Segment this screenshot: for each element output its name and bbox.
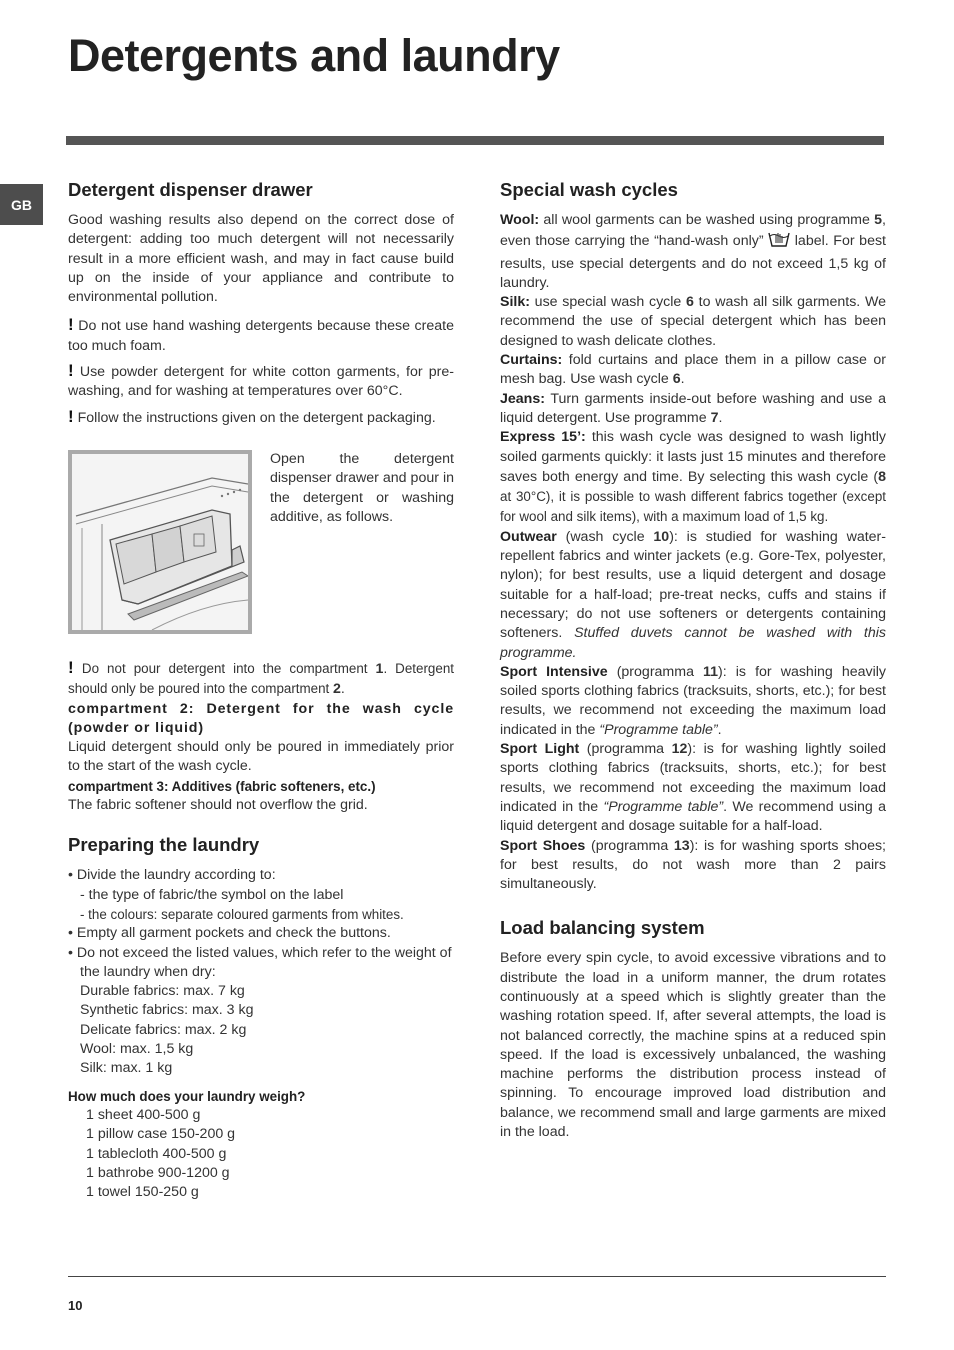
list-item: • Divide the laundry according to: xyxy=(68,867,276,884)
compartment3-heading: compartment 3: Additives (fabric softeners, etc.) xyxy=(68,778,376,794)
outwear-paragraph: Outwear (wash cycle 10): is studied for washing water-repellent fabrics and winter jackets (e.g. Gore-Tex, polyester, nylon); for best results, use a liquid detergent and dosage suitable for a half-load; pre-treat necks, cuffs and stains if necessary; do not use softeners or detergents containing softeners. Stuffed duvets cannot be washed with this programme. xyxy=(500,528,886,661)
weight-limit: Synthetic fabrics: max. 3 kg xyxy=(80,1002,254,1019)
list-subitem: - the type of fabric/the symbol on the label xyxy=(80,886,344,903)
weights-list xyxy=(68,1106,454,1202)
warning-icon: ! xyxy=(68,361,74,381)
dispenser-figure-row xyxy=(68,450,454,634)
compartment3-text: The fabric softener should not overflow the grid. xyxy=(68,797,368,814)
warning-1: ! Do not use hand washing detergents because these create too much foam. xyxy=(68,315,454,354)
sport-light-paragraph: Sport Light (programma 12): is for washing lightly soiled sports clothing fabrics (tracksuits, shorts, etc.); for best results, we recommend not exceeding the maximum load indicated in the “Programme table”. We recommend using a liquid detergent and dosage suitable for a half-load. xyxy=(500,741,886,835)
right-column xyxy=(500,178,886,1142)
compartment-warning: ! Do not pour detergent into the compartment 1. Detergent should only be poured into the compartment 2. xyxy=(68,657,454,698)
express-paragraph: Express 15’: this wash cycle was designed to wash lightly soiled garments quickly: it lasts just 15 minutes and therefore saves both energy and time. By selecting this wash cycle (8 at 30°C), it is possible to wash different fabrics together (except for wool and silk items), with a maximum load of 1,5 kg. xyxy=(500,429,886,525)
weight-item: 1 sheet 400-500 g xyxy=(86,1106,201,1123)
hand-wash-icon xyxy=(768,230,790,254)
compartment2-text: Liquid detergent should only be poured in immediately prior to the start of the wash cycle. xyxy=(68,739,454,775)
weight-limit: Silk: max. 1 kg xyxy=(80,1060,173,1077)
warning-2: ! Use powder detergent for white cotton garments, for pre-washing, and for washing at temperatures over 60°C. xyxy=(68,361,454,400)
weigh-heading: How much does your laundry weigh? xyxy=(68,1088,306,1104)
dispenser-drawer-illustration xyxy=(68,450,252,634)
page-number: 10 xyxy=(68,1298,83,1313)
load-balancing-heading: Load balancing system xyxy=(500,917,705,939)
sport-intensive-paragraph: Sport Intensive (programma 11): is for washing heavily soiled sports clothing fabrics (tracksuits, shorts, etc.); for best results, we recommend not exceeding the maximum load indicated in the “Programme table”. xyxy=(500,663,886,738)
title-divider-bar xyxy=(66,136,884,145)
footer-rule xyxy=(68,1276,886,1277)
weight-item: 1 tablecloth 400-500 g xyxy=(86,1145,227,1162)
list-subitem: - the colours: separate coloured garments from whites. xyxy=(80,906,404,922)
dispenser-heading: Detergent dispenser drawer xyxy=(68,179,313,200)
compartment2-heading: compartment 2: Detergent for the wash cycle (powder or liquid) xyxy=(68,700,454,736)
special-cycles-heading: Special wash cycles xyxy=(500,179,678,200)
warning-icon: ! xyxy=(68,315,74,335)
weight-item: 1 towel 150-250 g xyxy=(86,1184,199,1201)
load-balancing-text: Before every spin cycle, to avoid excessive vibrations and to distribute the load in a uniform manner, the drum rotates continuously at a speed which is slightly greater than the washing rotation speed. If, after several attempts, the load is not balanced correctly, the machine spins at a reduced spin speed. If the load is excessively unbalanced, the washing machine performs the distribution process instead of spinning. To encourage improved load distribution and balance, we recommend small and large garments are mixed in the load. xyxy=(500,950,886,1141)
warning-icon: ! xyxy=(68,406,74,426)
dispenser-intro: Good washing results also depend on the correct dose of detergent: adding too much detergent will not necessarily result in a more efficient wash, and may in fact cause build up on the inside of your appliance and contribute to environmental pollution. xyxy=(68,212,454,306)
sport-shoes-paragraph: Sport Shoes (programma 13): is for washing sports shoes; for best results, do not wash more than 2 pairs simultaneously. xyxy=(500,837,886,893)
list-item: • Do not exceed the listed values, which refer to the weight of the laundry when dry: xyxy=(68,944,452,980)
jeans-paragraph: Jeans: Turn garments inside-out before washing and use a liquid detergent. Use programme 7. xyxy=(500,390,886,426)
page-title: Detergents and laundry xyxy=(68,30,560,81)
warning-3: ! Follow the instructions given on the detergent packaging. xyxy=(68,406,436,426)
preparing-heading: Preparing the laundry xyxy=(68,834,260,856)
preparing-list xyxy=(68,866,454,1078)
list-item: • Empty all garment pockets and check the buttons. xyxy=(68,925,391,942)
silk-paragraph: Silk: use special wash cycle 6 to wash all silk garments. We recommend the use of special detergent which has been designed to wash delicate clothes. xyxy=(500,294,886,349)
weight-item: 1 bathrobe 900-1200 g xyxy=(86,1164,230,1181)
figure-caption: Open the detergent dispenser drawer and pour in the detergent or washing additive, as follows. xyxy=(270,450,454,525)
warning-icon: ! xyxy=(68,657,74,677)
weight-limit: Delicate fabrics: max. 2 kg xyxy=(80,1021,247,1038)
weight-limit: Wool: max. 1,5 kg xyxy=(80,1041,194,1058)
curtains-paragraph: Curtains: fold curtains and place them in a pillow case or mesh bag. Use wash cycle 6. xyxy=(500,352,886,388)
language-tab: GB xyxy=(0,184,43,225)
wool-paragraph: Wool: all wool garments can be washed using programme 5, even those carrying the “hand-wash only” label. For best results, use special detergents and do not exceed 1,5 kg of laundry. xyxy=(500,212,887,291)
weight-item: 1 pillow case 150-200 g xyxy=(86,1126,236,1143)
left-column xyxy=(68,178,454,1202)
weight-limit: Durable fabrics: max. 7 kg xyxy=(80,983,245,1000)
